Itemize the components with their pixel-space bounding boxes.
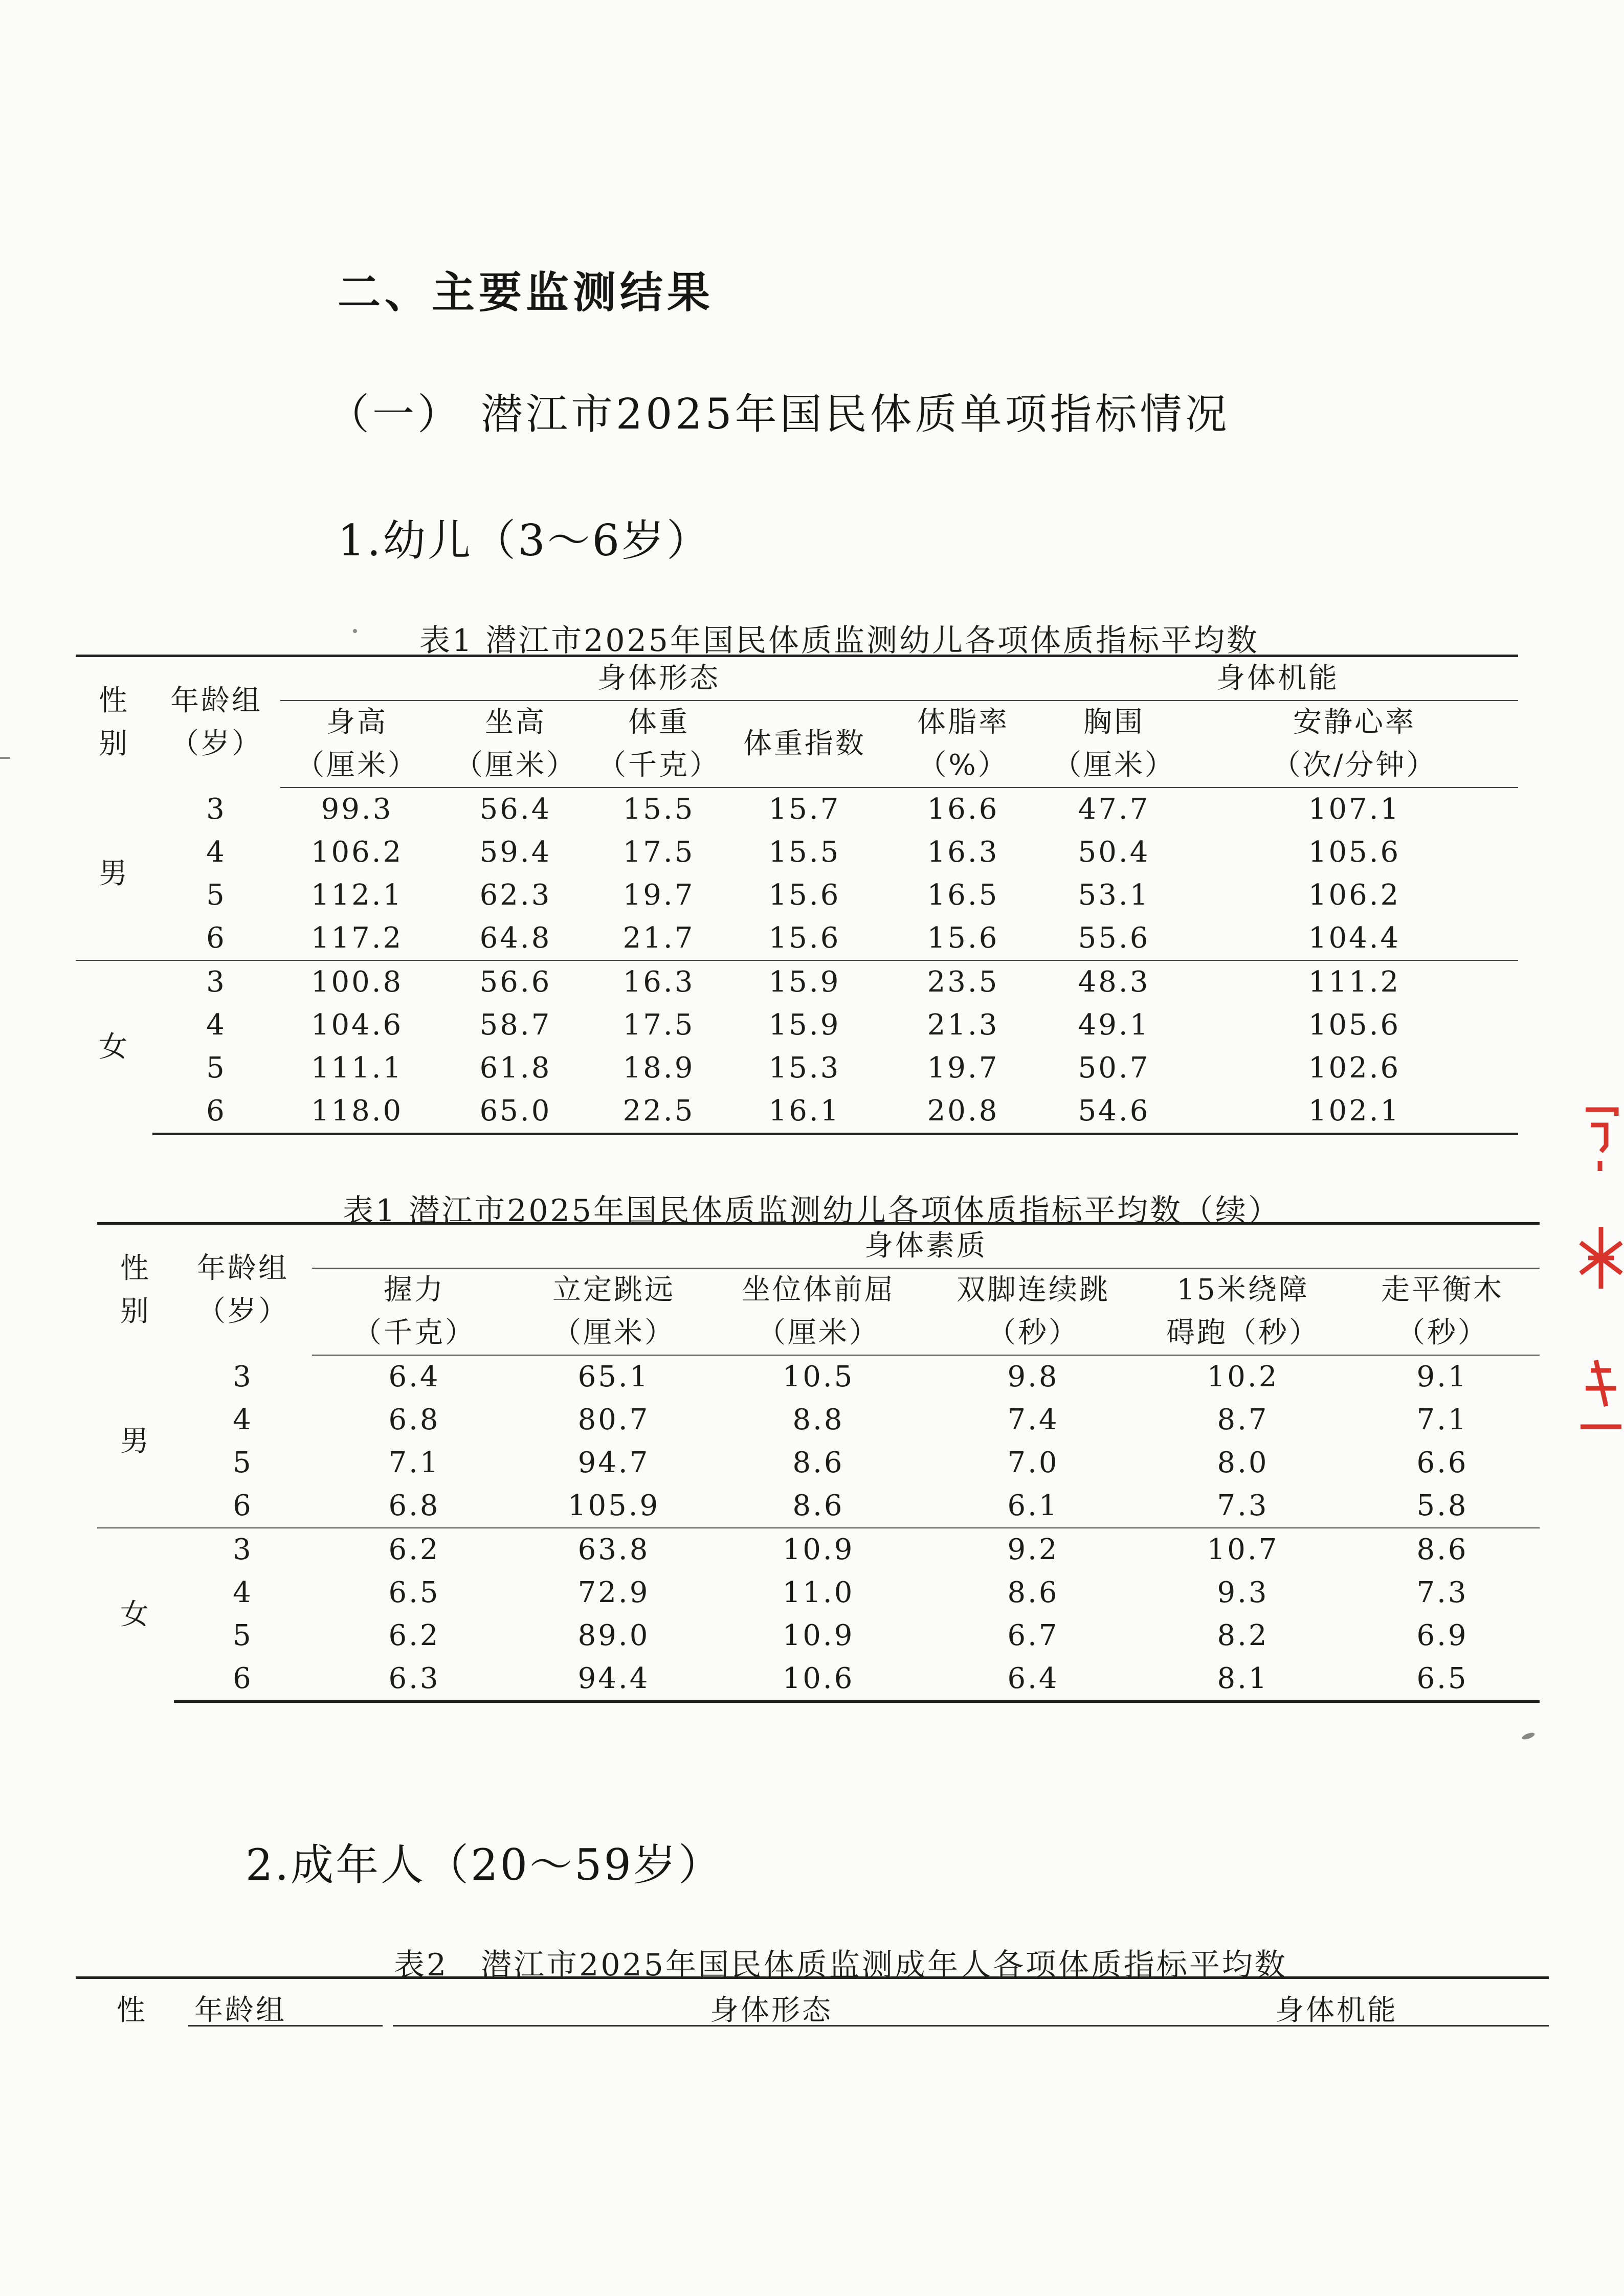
table-row <box>97 1484 1540 1528</box>
value-cell: 6.3 <box>312 1657 517 1702</box>
value-cell: 111.2 <box>1191 960 1518 1004</box>
column-header: 坐位体前屈 （厘米） <box>711 1268 926 1355</box>
function-group-header: 身体机能 <box>1275 1994 1398 2027</box>
scan-speck <box>1521 1731 1536 1741</box>
value-cell: 6.7 <box>1007 1619 1059 1652</box>
value-cell: 104.4 <box>1308 921 1401 955</box>
value-cell: 48.3 <box>1037 960 1191 1004</box>
value-cell: 10.2 <box>1207 1360 1279 1393</box>
value-cell: 10.7 <box>1141 1528 1345 1571</box>
value-cell: 54.6 <box>1037 1090 1191 1134</box>
gender-header: 性 别 <box>120 1251 151 1328</box>
column-header: 身高 （厘米） <box>280 701 434 787</box>
age-cell: 4 <box>206 1008 227 1042</box>
value-cell: 58.7 <box>479 1008 552 1042</box>
value-cell: 9.3 <box>1217 1576 1269 1609</box>
column-header: 体脂率 （%） <box>889 701 1037 787</box>
age-group-header: 年龄组 （岁） <box>170 684 262 760</box>
table1-continued-caption: 表1 潜江市2025年国民体质监测幼儿各项体质指标平均数（续） <box>343 1193 1281 1229</box>
age-cell: 3 <box>233 1360 253 1393</box>
age-cell: 6 <box>233 1489 253 1522</box>
value-cell: 106.2 <box>1308 879 1401 912</box>
value-cell: 6.4 <box>926 1657 1141 1702</box>
value-cell: 9.2 <box>926 1528 1141 1571</box>
value-cell: 106.2 <box>310 836 404 869</box>
value-cell: 64.8 <box>479 921 552 955</box>
value-cell: 10.5 <box>782 1360 855 1393</box>
value-cell: 102.6 <box>1308 1051 1401 1085</box>
subsection-number: （一） <box>327 390 463 439</box>
column-header: 立定跳远 （厘米） <box>517 1268 711 1355</box>
age-cell: 5 <box>233 1446 253 1479</box>
table1-caption: 表1 潜江市2025年国民体质监测幼儿各项体质指标平均数 <box>419 623 1259 659</box>
value-cell: 16.6 <box>927 793 999 826</box>
value-cell: 61.8 <box>479 1051 552 1085</box>
age-cell: 4 <box>206 836 227 869</box>
subsection-heading <box>327 381 1230 441</box>
table-row <box>97 1614 1540 1657</box>
value-cell: 53.1 <box>1078 879 1150 912</box>
section-heading: 二、主要监测结果 <box>338 267 715 318</box>
value-cell: 62.3 <box>479 879 552 912</box>
value-cell: 20.8 <box>889 1090 1037 1134</box>
value-cell: 15.3 <box>768 1051 841 1085</box>
value-cell: 15.6 <box>768 921 841 955</box>
table-row <box>97 1399 1540 1442</box>
value-cell: 63.8 <box>517 1528 711 1571</box>
top-rule <box>76 1976 1549 1979</box>
value-cell: 18.9 <box>622 1051 695 1085</box>
value-cell: 21.3 <box>927 1008 999 1042</box>
value-cell: 15.6 <box>768 879 841 912</box>
value-cell: 112.1 <box>310 879 404 912</box>
value-cell: 16.3 <box>597 960 720 1004</box>
column-header: 15米绕障 碍跑（秒） <box>1141 1268 1345 1355</box>
age-cell: 3 <box>152 960 280 1004</box>
value-cell: 50.4 <box>1078 836 1150 869</box>
value-cell: 21.7 <box>622 921 695 955</box>
scan-speck <box>0 757 10 759</box>
value-cell: 8.0 <box>1217 1446 1269 1479</box>
value-cell: 6.8 <box>388 1489 440 1522</box>
column-header: 体重指数 <box>720 701 889 787</box>
value-cell: 8.6 <box>792 1446 844 1479</box>
gender-cell: 男 <box>120 1424 151 1458</box>
value-cell: 89.0 <box>577 1619 650 1652</box>
value-cell: 10.6 <box>711 1657 926 1702</box>
value-cell: 22.5 <box>597 1090 720 1134</box>
value-cell: 49.1 <box>1078 1008 1150 1042</box>
table-row <box>76 787 1518 831</box>
table-row <box>97 1657 1540 1702</box>
column-header: 握力 （千克） <box>312 1268 517 1355</box>
value-cell: 105.9 <box>567 1489 660 1522</box>
value-cell: 105.6 <box>1308 836 1401 869</box>
column-header: 体重 （千克） <box>597 701 720 787</box>
value-cell: 6.6 <box>1416 1446 1469 1479</box>
value-cell: 7.4 <box>1007 1403 1059 1436</box>
table-row <box>76 1090 1518 1134</box>
age-cell: 6 <box>152 1090 280 1134</box>
value-cell: 94.7 <box>577 1446 650 1479</box>
table-row <box>97 1355 1540 1399</box>
value-cell: 56.6 <box>434 960 597 1004</box>
value-cell: 23.5 <box>889 960 1037 1004</box>
value-cell: 8.2 <box>1217 1619 1269 1652</box>
morphology-underline <box>393 2025 1160 2027</box>
value-cell: 55.6 <box>1078 921 1150 955</box>
value-cell: 7.1 <box>1416 1403 1469 1436</box>
value-cell: 19.7 <box>622 879 695 912</box>
value-cell: 59.4 <box>479 836 552 869</box>
value-cell: 16.3 <box>927 836 999 869</box>
value-cell: 7.0 <box>1007 1446 1059 1479</box>
value-cell: 6.2 <box>388 1619 440 1652</box>
age-cell: 3 <box>174 1528 312 1571</box>
value-cell: 11.0 <box>782 1576 855 1609</box>
age-cell: 4 <box>233 1576 253 1609</box>
column-header: 双脚连续跳 （秒） <box>926 1268 1141 1355</box>
age-cell: 5 <box>233 1619 253 1652</box>
value-cell: 118.0 <box>280 1090 434 1134</box>
age-cell: 4 <box>233 1403 253 1436</box>
value-cell: 6.5 <box>388 1576 440 1609</box>
age-cell: 6 <box>174 1657 312 1702</box>
value-cell: 5.8 <box>1416 1489 1469 1522</box>
table-row <box>97 1442 1540 1484</box>
age-cell: 5 <box>206 879 227 912</box>
column-header: 走平衡木 （秒） <box>1345 1268 1540 1355</box>
value-cell: 104.6 <box>310 1008 404 1042</box>
table-adults-header-fragment <box>76 1976 1549 2028</box>
value-cell: 6.9 <box>1416 1619 1469 1652</box>
value-cell: 9.8 <box>1007 1360 1059 1393</box>
table-row <box>97 1571 1540 1614</box>
value-cell: 6.1 <box>1007 1489 1059 1522</box>
age-underline <box>188 2025 383 2027</box>
age-group-header: 年龄组 （岁） <box>197 1251 289 1328</box>
age-group-header: 年龄组 <box>194 1994 286 2027</box>
value-cell: 102.1 <box>1191 1090 1518 1134</box>
value-cell: 94.4 <box>517 1657 711 1702</box>
function-underline <box>1119 2025 1549 2027</box>
value-cell: 16.5 <box>927 879 999 912</box>
value-cell: 105.6 <box>1308 1008 1401 1042</box>
value-cell: 6.2 <box>312 1528 517 1571</box>
value-cell: 8.6 <box>792 1489 844 1522</box>
value-cell: 111.1 <box>310 1051 404 1085</box>
subsection-title: 潜江市2025年国民体质单项指标情况 <box>481 390 1230 439</box>
morphology-group-header: 身体形态 <box>280 656 1037 701</box>
scan-speck <box>353 629 357 633</box>
value-cell: 6.5 <box>1345 1657 1540 1702</box>
table-row <box>97 1528 1540 1571</box>
table-children-morphology-function <box>76 655 1518 1135</box>
value-cell: 15.6 <box>927 921 999 955</box>
value-cell: 15.5 <box>622 793 695 826</box>
value-cell: 8.6 <box>1007 1576 1059 1609</box>
value-cell: 15.9 <box>768 1008 841 1042</box>
age-cell: 5 <box>206 1051 227 1085</box>
value-cell: 15.7 <box>768 793 841 826</box>
table-row <box>76 831 1518 874</box>
value-cell: 100.8 <box>280 960 434 1004</box>
value-cell: 50.7 <box>1078 1051 1150 1085</box>
gender-cell: 女 <box>97 1528 174 1702</box>
value-cell: 9.1 <box>1416 1360 1469 1393</box>
value-cell: 6.8 <box>388 1403 440 1436</box>
table-row <box>76 1004 1518 1047</box>
value-cell: 80.7 <box>577 1403 650 1436</box>
gender-header: 性 <box>117 1994 147 2027</box>
table-row <box>76 874 1518 917</box>
value-cell: 8.1 <box>1141 1657 1345 1702</box>
morphology-group-header: 身体形态 <box>710 1994 833 2027</box>
value-cell: 6.4 <box>388 1360 440 1393</box>
adults-heading: 2.成年人（20～59岁） <box>246 1840 723 1890</box>
gender-cell: 女 <box>76 960 152 1134</box>
function-group-header: 身体机能 <box>1037 656 1518 701</box>
table2-caption: 表2 潜江市2025年国民体质监测成年人各项体质指标平均数 <box>394 1947 1287 1983</box>
value-cell: 15.9 <box>720 960 889 1004</box>
value-cell: 15.5 <box>768 836 841 869</box>
value-cell: 17.5 <box>622 836 695 869</box>
fitness-group-header: 身体素质 <box>312 1224 1540 1269</box>
table-row <box>76 960 1518 1004</box>
value-cell: 99.3 <box>321 793 393 826</box>
table-children-fitness <box>97 1222 1540 1703</box>
table-row <box>76 917 1518 960</box>
gender-cell: 男 <box>99 857 129 890</box>
value-cell: 65.1 <box>577 1360 650 1393</box>
value-cell: 117.2 <box>310 921 404 955</box>
value-cell: 10.9 <box>782 1619 855 1652</box>
value-cell: 8.8 <box>792 1403 844 1436</box>
table-row <box>76 1047 1518 1090</box>
column-header: 坐高 （厘米） <box>434 701 597 787</box>
value-cell: 16.1 <box>720 1090 889 1134</box>
value-cell: 107.1 <box>1308 793 1401 826</box>
value-cell: 19.7 <box>927 1051 999 1085</box>
value-cell: 8.7 <box>1217 1403 1269 1436</box>
value-cell: 7.3 <box>1217 1489 1269 1522</box>
column-header: 安静心率 （次/分钟） <box>1191 701 1518 787</box>
value-cell: 7.3 <box>1416 1576 1469 1609</box>
value-cell: 65.0 <box>434 1090 597 1134</box>
value-cell: 10.9 <box>711 1528 926 1571</box>
value-cell: 8.6 <box>1345 1528 1540 1571</box>
value-cell: 17.5 <box>622 1008 695 1042</box>
children-heading: 1.幼儿（3～6岁） <box>338 515 712 566</box>
value-cell: 47.7 <box>1078 793 1150 826</box>
gender-header: 性 别 <box>99 684 129 760</box>
value-cell: 7.1 <box>388 1446 440 1479</box>
red-seal-stamp <box>1575 1105 1624 1432</box>
column-header: 胸围 （厘米） <box>1037 701 1191 787</box>
age-cell: 3 <box>206 792 227 826</box>
age-cell: 6 <box>206 921 227 955</box>
value-cell: 56.4 <box>479 793 552 826</box>
value-cell: 72.9 <box>577 1576 650 1609</box>
